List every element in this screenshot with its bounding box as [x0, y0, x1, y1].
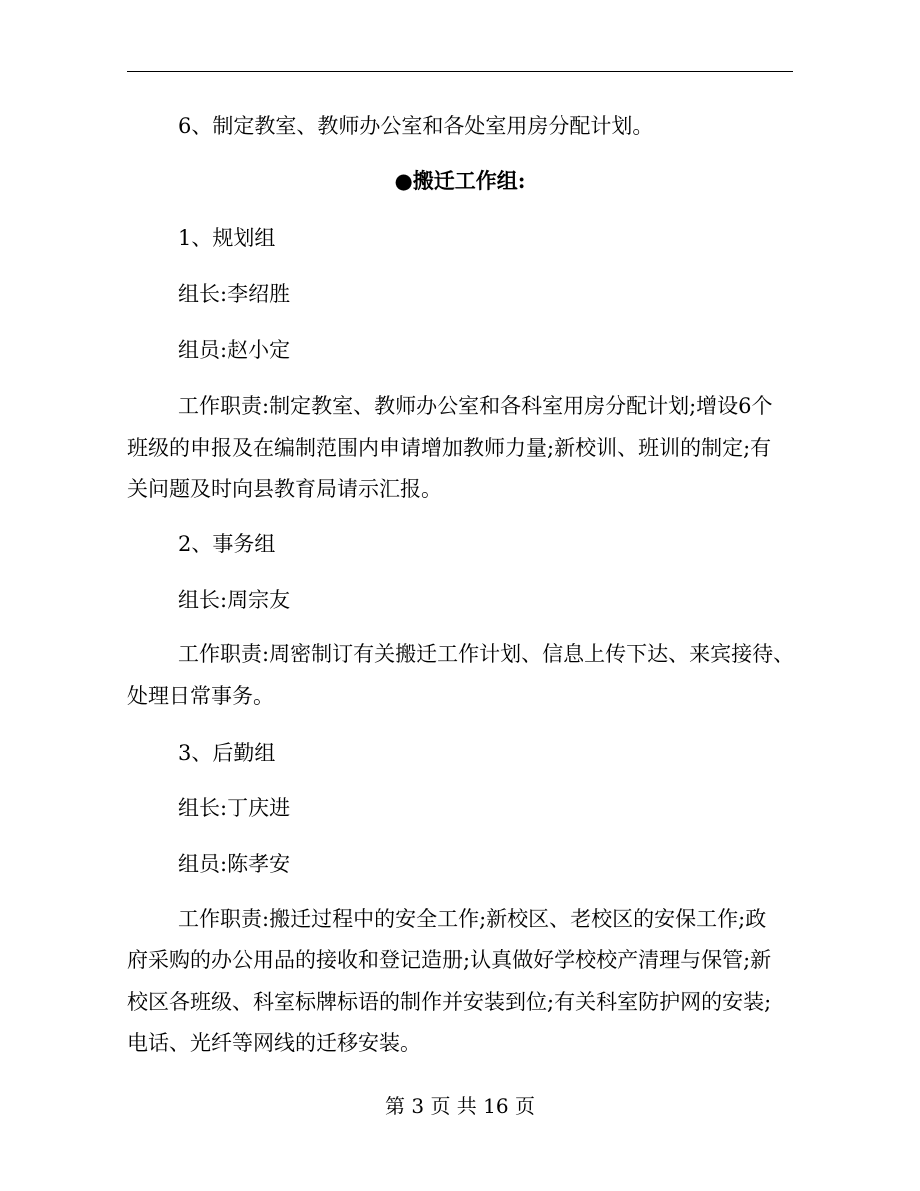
group-3-duty-line: 府采购的办公用品的接收和登记造册;认真做好学校校产清理与保管;新 [127, 948, 772, 972]
group-3-leader: 组长:丁庆进 [178, 796, 291, 820]
header-rule [127, 71, 793, 72]
group-3-duty-line: 校区各班级、科室标牌标语的制作并安装到位;有关科室防护网的安装; [127, 990, 772, 1014]
group-2-duty-line: 工作职责:周密制订有关搬迁工作计划、信息上传下达、来宾接待、 [178, 642, 795, 666]
item-6: 6、制定教室、教师办公室和各处室用房分配计划。 [178, 114, 654, 138]
section-heading: ●搬迁工作组: [394, 168, 526, 193]
group-1-duty-line: 班级的申报及在编制范围内申请增加教师力量;新校训、班训的制定;有 [127, 436, 772, 460]
group-2-leader: 组长:周宗友 [178, 588, 291, 612]
page-number-footer: 第 3 页 共 16 页 [385, 1094, 535, 1118]
group-1-member: 组员:赵小定 [178, 338, 291, 362]
group-2-duty-line: 处理日常事务。 [127, 684, 274, 708]
group-3-duty-line: 工作职责:搬迁过程中的安全工作;新校区、老校区的安保工作;政 [178, 907, 767, 931]
group-1-leader: 组长:李绍胜 [178, 282, 291, 306]
group-3-member: 组员:陈孝安 [178, 852, 291, 876]
group-1-duty-line: 工作职责:制定教室、教师办公室和各科室用房分配计划;增设6个 [178, 394, 773, 418]
group-1-duty-line: 关问题及时向县教育局请示汇报。 [127, 477, 442, 501]
group-2-title: 2、事务组 [178, 532, 276, 556]
group-3-duty-line: 电话、光纤等网线的迁移安装。 [127, 1031, 421, 1055]
group-1-title: 1、规划组 [178, 226, 276, 250]
group-3-title: 3、后勤组 [178, 741, 276, 765]
